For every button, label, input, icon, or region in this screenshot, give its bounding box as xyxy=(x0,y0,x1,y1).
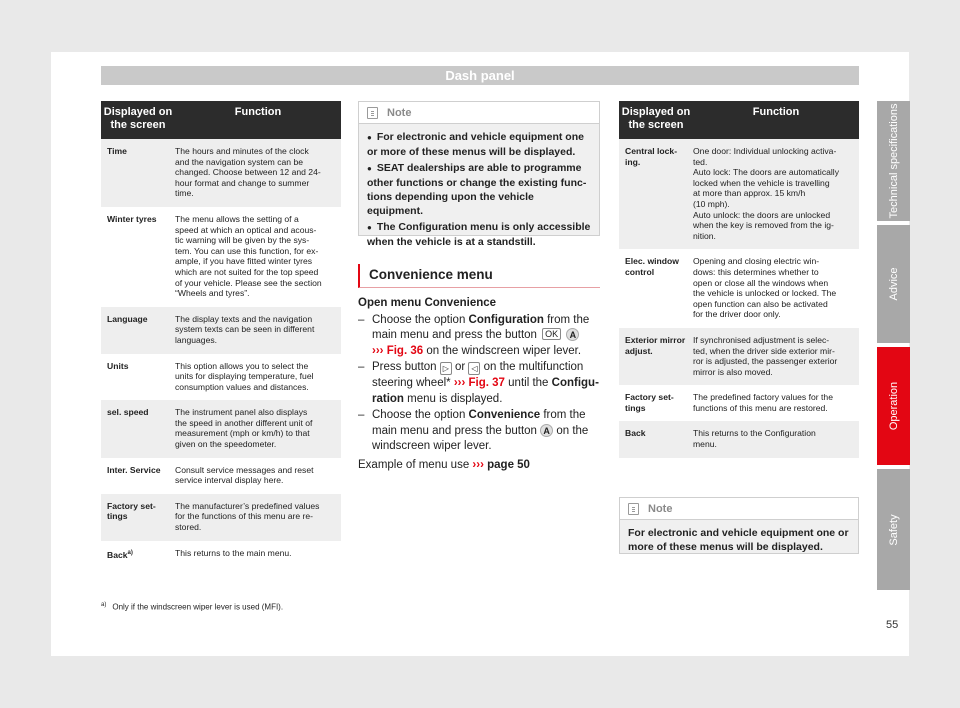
note-header xyxy=(620,498,858,520)
tab-technical-specifications[interactable]: Technical specifications xyxy=(877,101,910,221)
table-row xyxy=(101,207,341,307)
left-function-table xyxy=(101,101,341,568)
row-key: sel. speed xyxy=(107,407,149,418)
bullet-icon: ● xyxy=(367,223,372,232)
row-key: Time xyxy=(107,146,127,156)
right-arrow-button-icon: ▷ xyxy=(440,362,452,375)
column-header-function: Function xyxy=(234,106,282,118)
note-bullet: ● SEAT dealerships are able to programme other functions or change the existing func-tions depending upon the vehicle equipment. xyxy=(367,162,587,217)
footnote xyxy=(101,602,283,612)
note-header xyxy=(359,102,599,124)
row-value: This returns to the Configuration menu. xyxy=(693,428,816,450)
note-text: For electronic and vehicle equipment one or more of these menus will be displayed. xyxy=(628,527,849,553)
step-3: – Choose the option Convenience from the main menu and press the button A on the windscreen wiper lever. xyxy=(358,409,589,453)
tab-safety[interactable]: Safety xyxy=(877,469,910,590)
note-box-2 xyxy=(619,497,859,554)
column-header-displayed: Displayed on the screen xyxy=(621,106,691,131)
column-header-displayed: Displayed on the screen xyxy=(103,106,173,131)
note-bullet: ● The Configuration menu is only accessible when the vehicle is at a standstill. xyxy=(367,221,591,248)
page-header: Dash panel xyxy=(101,66,859,85)
button-a-icon: A xyxy=(566,328,579,341)
row-value: Consult service messages and reset service interval display here. xyxy=(175,464,314,486)
page-number: 55 xyxy=(886,619,899,631)
table-row xyxy=(619,421,859,457)
row-value: Opening and closing electric win- dows: this determines whether to open or close all the windows when the vehicle is unlocked or locked. The open function can also be activated for the driver door only. xyxy=(693,256,837,320)
button-a-icon: A xyxy=(540,424,553,437)
page-50-link[interactable]: page 50 xyxy=(487,458,530,471)
note-icon xyxy=(367,107,378,119)
section-title: Convenience menu xyxy=(358,264,600,288)
table-header xyxy=(619,101,859,139)
row-value: The predefined factory values for the functions of this menu are restored. xyxy=(693,392,833,413)
example-line: Example of menu use ››› page 50 xyxy=(358,458,530,471)
row-key: Back$^{a)}$ xyxy=(107,549,133,560)
table-row xyxy=(101,541,341,568)
bullet-icon: ● xyxy=(367,164,372,173)
right-function-table xyxy=(619,101,859,458)
note-box xyxy=(358,101,600,248)
row-key: Back xyxy=(625,428,646,439)
row-key: Elec. window control xyxy=(625,256,679,277)
row-value: The menu allows the setting of a speed at which an optical and acous- tic warning will be given by the sys- tem. You can use this function, for ex- ample, if you have fitted winter tyres which are not suited for the top speed of your vehicle. Please see the section “Wheels and tyres”. xyxy=(175,213,322,299)
table-row xyxy=(619,249,859,328)
table-row xyxy=(101,139,341,207)
ok-button-icon: OK xyxy=(542,328,561,340)
row-value: The manufacturer’s predefined values for the functions of this menu are re- stored. xyxy=(175,500,320,533)
row-key: Factory set- tings xyxy=(625,392,674,413)
table-row xyxy=(101,458,341,494)
table-header xyxy=(101,101,341,139)
row-value: This returns to the main menu. xyxy=(175,547,292,558)
tab-operation[interactable]: Operation xyxy=(877,347,910,465)
row-key: Factory set- tings xyxy=(107,500,156,522)
row-value: This option allows you to select the units for displaying temperature, fuel consumption values and distances. xyxy=(175,360,314,392)
step-2: – Press button ▷ or ◁ on the multifunction steering wheel* ››› Fig. 37 until the Configu-ration menu is displayed. xyxy=(358,361,599,405)
tab-advice[interactable]: Advice xyxy=(877,225,910,343)
fig-37-link[interactable]: Fig. 37 xyxy=(468,376,505,389)
note-title: Note xyxy=(648,502,673,515)
row-key: Inter. Service xyxy=(107,464,161,475)
footnote-text: Only if the windscreen wiper lever is used (MFI). xyxy=(112,602,284,612)
table-row xyxy=(619,328,859,385)
row-value: One door: Individual unlocking activa- ted. Auto lock: The doors are automatically locked when the vehicle is travelling at more than approx. 15 km/h (10 mph). Auto unlock: the doors are unlocked when the key is removed from the ig- nition. xyxy=(693,146,840,241)
table-row xyxy=(101,354,341,401)
note-bullet: ● For electronic and vehicle equipment one or more of these menus will be displayed. xyxy=(367,131,584,158)
footnote-mark: a) xyxy=(101,602,107,608)
note-body xyxy=(359,124,599,259)
row-value: The hours and minutes of the clock and the navigation system can be changed. Choose between 12 and 24- hour format and change to summer time. xyxy=(175,146,321,199)
row-key: Exterior mirror adjust. xyxy=(625,334,686,356)
row-key: Language xyxy=(107,313,148,324)
table-row xyxy=(101,400,341,457)
table-row xyxy=(101,307,341,354)
instructions xyxy=(358,296,602,474)
column-header-function: Function xyxy=(752,106,800,118)
row-key: Central lock- ing. xyxy=(625,146,678,167)
note-icon xyxy=(628,503,639,515)
row-value: The instrument panel also displays the speed in another different unit of measurement (mph or km/h) to that given on the speedometer. xyxy=(175,407,313,450)
note-title: Note xyxy=(387,106,412,119)
step-1: – Choose the option Configuration from the main menu and press the button OK A ››› Fig. 36 on the windscreen wiper lever. xyxy=(358,313,590,357)
left-arrow-button-icon: ◁ xyxy=(468,362,480,375)
row-value: If synchronised adjustment is selec- ted, when the driver side exterior mir- ror is adjusted, the passenger exterior mirror is also moved. xyxy=(693,334,838,377)
table-row xyxy=(101,494,341,541)
row-key: Units xyxy=(107,360,129,371)
fig-36-link[interactable]: Fig. 36 xyxy=(386,344,424,357)
table-row xyxy=(619,139,859,249)
table-row xyxy=(619,385,859,421)
instructions-subtitle: Open menu Convenience xyxy=(358,297,497,309)
bullet-icon: ● xyxy=(367,133,372,142)
row-key: Winter tyres xyxy=(107,213,157,224)
row-value: The display texts and the navigation system texts can be seen in different languages. xyxy=(175,313,315,345)
